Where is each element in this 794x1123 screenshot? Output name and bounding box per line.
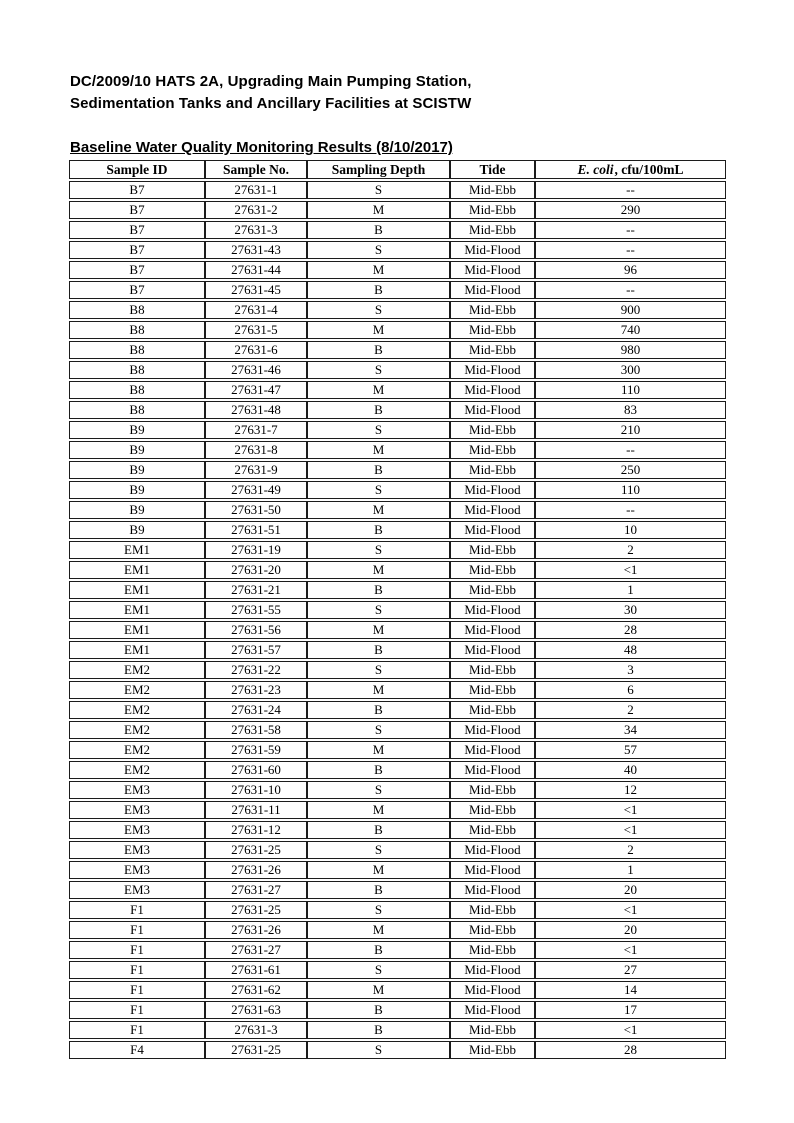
table-cell: 34: [535, 721, 726, 739]
table-cell: 27631-22: [205, 661, 307, 679]
table-cell: EM3: [69, 781, 205, 799]
table-cell: M: [307, 381, 450, 399]
table-cell: Mid-Flood: [450, 841, 535, 859]
table-cell: Mid-Flood: [450, 241, 535, 259]
table-cell: F1: [69, 981, 205, 999]
table-row: [69, 941, 726, 959]
table-cell: 27631-56: [205, 621, 307, 639]
table-cell: S: [307, 361, 450, 379]
table-cell: Mid-Ebb: [450, 1041, 535, 1059]
table-cell: 27631-9: [205, 461, 307, 479]
table-cell: 27631-50: [205, 501, 307, 519]
table-cell: B: [307, 341, 450, 359]
table-row: [69, 861, 726, 879]
table-cell: Mid-Flood: [450, 261, 535, 279]
column-header-sampling-depth: Sampling Depth: [307, 160, 450, 179]
table-row: [69, 701, 726, 719]
table-row: [69, 541, 726, 559]
table-cell: 14: [535, 981, 726, 999]
table-row: [69, 641, 726, 659]
table-cell: <1: [535, 1021, 726, 1039]
table-row: [69, 601, 726, 619]
table-cell: 27631-27: [205, 881, 307, 899]
table-cell: EM2: [69, 681, 205, 699]
table-cell: <1: [535, 801, 726, 819]
table-cell: M: [307, 201, 450, 219]
table-cell: 27631-60: [205, 761, 307, 779]
table-row: [69, 761, 726, 779]
table-row: [69, 1001, 726, 1019]
table-row: [69, 821, 726, 839]
table-cell: EM1: [69, 561, 205, 579]
document-title: [70, 71, 472, 115]
table-row: [69, 401, 726, 419]
table-cell: M: [307, 321, 450, 339]
table-cell: 27631-3: [205, 221, 307, 239]
table-cell: 57: [535, 741, 726, 759]
table-row: [69, 841, 726, 859]
table-cell: 27631-7: [205, 421, 307, 439]
table-cell: Mid-Flood: [450, 621, 535, 639]
table-cell: 27631-10: [205, 781, 307, 799]
table-row: [69, 361, 726, 379]
table-cell: 6: [535, 681, 726, 699]
table-cell: Mid-Flood: [450, 361, 535, 379]
table-cell: 27631-20: [205, 561, 307, 579]
table-cell: Mid-Ebb: [450, 581, 535, 599]
table-cell: 27631-3: [205, 1021, 307, 1039]
table-cell: 27631-49: [205, 481, 307, 499]
table-cell: 27631-24: [205, 701, 307, 719]
table-cell: S: [307, 421, 450, 439]
table-cell: 27631-2: [205, 201, 307, 219]
table-cell: 27631-11: [205, 801, 307, 819]
table-cell: 27631-25: [205, 841, 307, 859]
table-cell: Mid-Flood: [450, 741, 535, 759]
table-cell: 210: [535, 421, 726, 439]
table-cell: 2: [535, 701, 726, 719]
table-cell: --: [535, 501, 726, 519]
table-cell: 27: [535, 961, 726, 979]
table-cell: --: [535, 181, 726, 199]
table-cell: 27631-59: [205, 741, 307, 759]
table-cell: M: [307, 621, 450, 639]
table-cell: Mid-Flood: [450, 601, 535, 619]
table-row: [69, 1041, 726, 1059]
table-cell: 83: [535, 401, 726, 419]
table-cell: B: [307, 401, 450, 419]
table-cell: EM1: [69, 621, 205, 639]
table-cell: EM3: [69, 801, 205, 819]
table-cell: 27631-6: [205, 341, 307, 359]
table-cell: M: [307, 261, 450, 279]
table-cell: 27631-26: [205, 861, 307, 879]
table-cell: 27631-45: [205, 281, 307, 299]
table-cell: Mid-Ebb: [450, 201, 535, 219]
table-cell: Mid-Flood: [450, 481, 535, 499]
table-cell: M: [307, 441, 450, 459]
table-cell: B: [307, 821, 450, 839]
table-cell: 27631-55: [205, 601, 307, 619]
table-cell: 27631-21: [205, 581, 307, 599]
table-cell: S: [307, 901, 450, 919]
table-row: [69, 241, 726, 259]
table-cell: 27631-47: [205, 381, 307, 399]
column-header-sample-id: Sample ID: [69, 160, 205, 179]
table-cell: 27631-48: [205, 401, 307, 419]
table-cell: F1: [69, 901, 205, 919]
table-cell: S: [307, 601, 450, 619]
table-cell: Mid-Ebb: [450, 541, 535, 559]
table-cell: Mid-Ebb: [450, 801, 535, 819]
table-cell: Mid-Flood: [450, 381, 535, 399]
table-cell: F1: [69, 941, 205, 959]
table-cell: S: [307, 841, 450, 859]
table-row: [69, 221, 726, 239]
table-cell: 300: [535, 361, 726, 379]
table-row: [69, 581, 726, 599]
table-row: [69, 721, 726, 739]
table-cell: B7: [69, 241, 205, 259]
table-cell: B8: [69, 381, 205, 399]
table-cell: 27631-1: [205, 181, 307, 199]
table-cell: B: [307, 881, 450, 899]
table-cell: B: [307, 941, 450, 959]
table-row: [69, 281, 726, 299]
table-cell: EM1: [69, 641, 205, 659]
table-cell: B: [307, 701, 450, 719]
table-cell: 27631-57: [205, 641, 307, 659]
table-cell: 1: [535, 861, 726, 879]
table-cell: Mid-Flood: [450, 1001, 535, 1019]
table-cell: S: [307, 1041, 450, 1059]
table-cell: B: [307, 521, 450, 539]
table-cell: 27631-43: [205, 241, 307, 259]
table-cell: Mid-Ebb: [450, 1021, 535, 1039]
table-cell: 27631-51: [205, 521, 307, 539]
ecoli-unit-label: , cfu/100mL: [614, 161, 684, 177]
table-row: [69, 661, 726, 679]
table-cell: Mid-Ebb: [450, 781, 535, 799]
table-row: [69, 981, 726, 999]
table-cell: B8: [69, 301, 205, 319]
table-cell: S: [307, 181, 450, 199]
table-cell: 27631-25: [205, 901, 307, 919]
table-cell: 2: [535, 841, 726, 859]
table-cell: F1: [69, 1001, 205, 1019]
table-cell: EM1: [69, 541, 205, 559]
table-cell: B8: [69, 341, 205, 359]
table-cell: Mid-Ebb: [450, 341, 535, 359]
table-row: [69, 421, 726, 439]
table-cell: Mid-Ebb: [450, 221, 535, 239]
table-cell: Mid-Ebb: [450, 821, 535, 839]
table-cell: Mid-Ebb: [450, 701, 535, 719]
table-cell: 27631-58: [205, 721, 307, 739]
table-cell: B8: [69, 321, 205, 339]
table-cell: EM3: [69, 841, 205, 859]
table-cell: <1: [535, 901, 726, 919]
table-cell: B: [307, 1021, 450, 1039]
table-cell: B9: [69, 501, 205, 519]
table-cell: 27631-62: [205, 981, 307, 999]
table-cell: Mid-Ebb: [450, 921, 535, 939]
table-cell: Mid-Flood: [450, 981, 535, 999]
table-cell: B: [307, 641, 450, 659]
table-cell: B8: [69, 401, 205, 419]
table-cell: 1: [535, 581, 726, 599]
table-cell: B: [307, 761, 450, 779]
table-cell: S: [307, 961, 450, 979]
table-cell: M: [307, 741, 450, 759]
table-cell: B8: [69, 361, 205, 379]
table-cell: 27631-12: [205, 821, 307, 839]
table-body: [69, 181, 726, 1059]
table-cell: 3: [535, 661, 726, 679]
table-cell: 27631-63: [205, 1001, 307, 1019]
table-cell: Mid-Ebb: [450, 681, 535, 699]
table-cell: --: [535, 221, 726, 239]
table-row: [69, 181, 726, 199]
column-header-sample-no: Sample No.: [205, 160, 307, 179]
table-cell: EM3: [69, 821, 205, 839]
table-cell: S: [307, 301, 450, 319]
table-cell: B9: [69, 481, 205, 499]
table-cell: Mid-Ebb: [450, 941, 535, 959]
table-cell: Mid-Flood: [450, 521, 535, 539]
table-cell: EM2: [69, 741, 205, 759]
table-cell: 48: [535, 641, 726, 659]
table-row: [69, 521, 726, 539]
table-cell: 27631-46: [205, 361, 307, 379]
table-cell: <1: [535, 941, 726, 959]
table-cell: EM3: [69, 861, 205, 879]
document-title-line1: DC/2009/10 HATS 2A, Upgrading Main Pumping Station,: [70, 73, 472, 90]
table-cell: B: [307, 221, 450, 239]
table-cell: S: [307, 541, 450, 559]
table-cell: 20: [535, 921, 726, 939]
table-row: [69, 801, 726, 819]
table-cell: 27631-25: [205, 1041, 307, 1059]
table-cell: 27631-61: [205, 961, 307, 979]
table-cell: 27631-44: [205, 261, 307, 279]
table-cell: B: [307, 281, 450, 299]
table-cell: M: [307, 501, 450, 519]
table-cell: B7: [69, 181, 205, 199]
column-header-tide: Tide: [450, 160, 535, 179]
table-cell: 27631-26: [205, 921, 307, 939]
table-cell: Mid-Ebb: [450, 561, 535, 579]
table-cell: 10: [535, 521, 726, 539]
table-cell: 27631-5: [205, 321, 307, 339]
table-cell: Mid-Ebb: [450, 181, 535, 199]
table-cell: B9: [69, 421, 205, 439]
table-cell: B9: [69, 461, 205, 479]
table-cell: --: [535, 281, 726, 299]
table-row: [69, 681, 726, 699]
table-cell: Mid-Flood: [450, 961, 535, 979]
table-cell: B7: [69, 261, 205, 279]
table-row: [69, 381, 726, 399]
table-row: [69, 481, 726, 499]
table-cell: Mid-Flood: [450, 881, 535, 899]
table-title: Baseline Water Quality Monitoring Results (8/10/2017): [70, 139, 453, 156]
table-cell: Mid-Flood: [450, 401, 535, 419]
table-cell: 27631-27: [205, 941, 307, 959]
table-cell: F1: [69, 961, 205, 979]
table-cell: B9: [69, 521, 205, 539]
table-cell: B7: [69, 281, 205, 299]
table-row: [69, 341, 726, 359]
table-cell: EM2: [69, 701, 205, 719]
table-cell: B7: [69, 201, 205, 219]
table-cell: Mid-Flood: [450, 861, 535, 879]
table-row: [69, 501, 726, 519]
table-cell: <1: [535, 821, 726, 839]
table-row: [69, 781, 726, 799]
table-cell: Mid-Ebb: [450, 661, 535, 679]
table-cell: 740: [535, 321, 726, 339]
table-cell: 980: [535, 341, 726, 359]
table-cell: --: [535, 241, 726, 259]
table-cell: Mid-Flood: [450, 721, 535, 739]
table-cell: 250: [535, 461, 726, 479]
table-cell: B: [307, 581, 450, 599]
column-header-ecoli: [535, 160, 726, 179]
table-cell: <1: [535, 561, 726, 579]
table-cell: --: [535, 441, 726, 459]
table-row: [69, 881, 726, 899]
table-row: [69, 201, 726, 219]
table-cell: EM2: [69, 761, 205, 779]
table-cell: F1: [69, 921, 205, 939]
table-cell: S: [307, 661, 450, 679]
table-cell: 110: [535, 481, 726, 499]
table-cell: 96: [535, 261, 726, 279]
table-row: [69, 921, 726, 939]
table-row: [69, 261, 726, 279]
table-cell: 40: [535, 761, 726, 779]
table-cell: S: [307, 721, 450, 739]
table-cell: B7: [69, 221, 205, 239]
table-cell: EM2: [69, 721, 205, 739]
table-cell: 28: [535, 621, 726, 639]
table-cell: 900: [535, 301, 726, 319]
table-row: [69, 301, 726, 319]
table-cell: M: [307, 681, 450, 699]
table-cell: 110: [535, 381, 726, 399]
table-cell: B9: [69, 441, 205, 459]
table-cell: 290: [535, 201, 726, 219]
table-row: [69, 621, 726, 639]
table-row: [69, 741, 726, 759]
table-cell: Mid-Ebb: [450, 301, 535, 319]
table-cell: 2: [535, 541, 726, 559]
table-cell: M: [307, 801, 450, 819]
table-cell: B: [307, 1001, 450, 1019]
table-cell: EM2: [69, 661, 205, 679]
table-cell: Mid-Flood: [450, 761, 535, 779]
table-cell: 12: [535, 781, 726, 799]
table-cell: Mid-Ebb: [450, 461, 535, 479]
table-row: [69, 441, 726, 459]
ecoli-species-label: E. coli: [577, 161, 614, 177]
document-title-line2: Sedimentation Tanks and Ancillary Facilities at SCISTW: [70, 95, 472, 112]
table-cell: Mid-Flood: [450, 281, 535, 299]
table-row: [69, 901, 726, 919]
table-cell: F1: [69, 1021, 205, 1039]
table-cell: Mid-Ebb: [450, 321, 535, 339]
table-cell: M: [307, 561, 450, 579]
monitoring-results-table: [69, 158, 726, 1061]
table-cell: 20: [535, 881, 726, 899]
table-cell: EM1: [69, 581, 205, 599]
table-cell: 27631-4: [205, 301, 307, 319]
table-cell: F4: [69, 1041, 205, 1059]
table-cell: M: [307, 921, 450, 939]
table-cell: M: [307, 861, 450, 879]
table-cell: S: [307, 241, 450, 259]
table-cell: M: [307, 981, 450, 999]
table-cell: 17: [535, 1001, 726, 1019]
table-row: [69, 1021, 726, 1039]
table-row: [69, 561, 726, 579]
table-cell: Mid-Ebb: [450, 901, 535, 919]
table-cell: 30: [535, 601, 726, 619]
header-row: [69, 160, 726, 179]
table-cell: EM3: [69, 881, 205, 899]
table-cell: 27631-19: [205, 541, 307, 559]
table-cell: 27631-23: [205, 681, 307, 699]
table-cell: B: [307, 461, 450, 479]
table-cell: Mid-Flood: [450, 501, 535, 519]
table-cell: S: [307, 781, 450, 799]
table-cell: Mid-Ebb: [450, 421, 535, 439]
table-cell: S: [307, 481, 450, 499]
table-cell: 28: [535, 1041, 726, 1059]
table-row: [69, 461, 726, 479]
table-cell: EM1: [69, 601, 205, 619]
table-row: [69, 321, 726, 339]
table-cell: 27631-8: [205, 441, 307, 459]
table-cell: Mid-Ebb: [450, 441, 535, 459]
table-cell: Mid-Flood: [450, 641, 535, 659]
table-row: [69, 961, 726, 979]
